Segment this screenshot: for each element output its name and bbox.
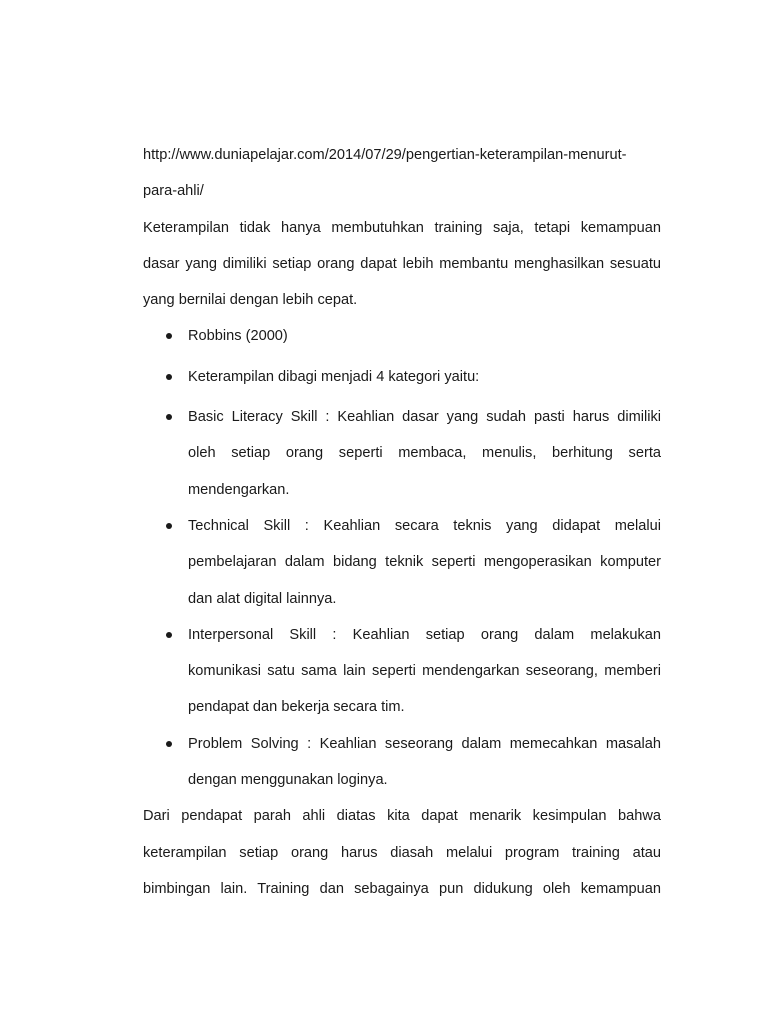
document-page	[143, 137, 661, 907]
bullet-icon	[166, 632, 172, 638]
list-item-line: Interpersonal Skill : Keahlian setiap orang dalam melakukan	[188, 626, 661, 643]
bullet-icon	[166, 333, 172, 339]
bullet-icon	[166, 741, 172, 747]
paragraph-line: bimbingan lain. Training dan sebagainya pun didukung oleh kemampuan	[143, 880, 661, 897]
list-item-line: pendapat dan bekerja secara tim.	[188, 699, 405, 716]
source-url[interactable]	[143, 137, 661, 210]
paragraph-line: yang bernilai dengan lebih cepat.	[143, 292, 358, 309]
list-item	[143, 399, 661, 508]
list-item-line: Basic Literacy Skill : Keahlian dasar yang sudah pasti harus dimiliki	[188, 409, 661, 426]
list-item-line: komunikasi satu sama lain seperti mendengarkan seseorang, memberi	[188, 663, 661, 680]
paragraph-line: dasar yang dimiliki setiap orang dapat lebih membantu menghasilkan sesuatu	[143, 255, 661, 272]
list-item	[143, 617, 661, 726]
paragraph-line: Keterampilan tidak hanya membutuhkan training saja, tetapi kemampuan	[143, 219, 661, 236]
list-item	[143, 726, 661, 799]
bullet-icon	[166, 414, 172, 420]
list-item-line: dan alat digital lainnya.	[188, 590, 337, 607]
bullet-icon	[166, 523, 172, 529]
bullet-list	[143, 318, 661, 798]
list-item	[143, 318, 661, 354]
intro-paragraph	[143, 210, 661, 319]
list-item-line: oleh setiap orang seperti membaca, menulis, berhitung serta	[188, 445, 661, 462]
paragraph-line: keterampilan setiap orang harus diasah melalui program training atau	[143, 844, 661, 861]
list-item-line: pembelajaran dalam bidang teknik seperti mengoperasikan komputer	[188, 554, 661, 571]
list-item	[143, 508, 661, 617]
list-item-line: Keterampilan dibagi menjadi 4 kategori yaitu:	[188, 368, 480, 385]
list-item-line: Problem Solving : Keahlian seseorang dalam memecahkan masalah	[188, 735, 661, 752]
bullet-icon	[166, 374, 172, 380]
url-line[interactable]: http://www.duniapelajar.com/2014/07/29/pengertian-keterampilan-menurut-	[143, 147, 627, 163]
list-item-line: Robbins (2000)	[188, 328, 288, 345]
list-item	[143, 359, 661, 395]
list-item-line: dengan menggunakan loginya.	[188, 772, 388, 789]
list-item-line: Technical Skill : Keahlian secara teknis yang didapat melalui	[188, 517, 661, 534]
paragraph-line: Dari pendapat parah ahli diatas kita dapat menarik kesimpulan bahwa	[143, 808, 661, 825]
list-item-line: mendengarkan.	[188, 481, 290, 498]
closing-paragraph	[143, 798, 661, 907]
url-line[interactable]: para-ahli/	[143, 183, 204, 200]
